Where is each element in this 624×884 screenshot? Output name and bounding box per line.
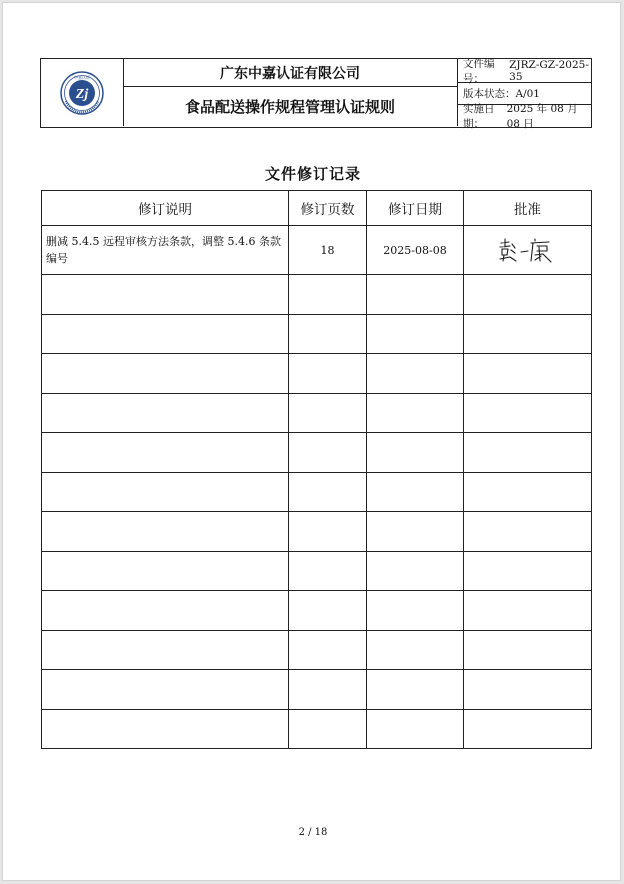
handwritten-signature [495, 235, 561, 265]
revision-description: 删减 5.4.5 远程审核方法条款，调整 5.4.6 条款编号 [42, 226, 289, 275]
table-row [42, 630, 592, 670]
document-header-table [40, 58, 592, 128]
company-logo-icon [60, 71, 104, 115]
effective-date: 2025 年 08 月 08 日 [506, 102, 578, 130]
table-row [42, 393, 592, 433]
version-label: 版本状态： [463, 88, 516, 100]
revision-record-table [41, 190, 592, 749]
table-row [42, 433, 592, 473]
table-row [42, 226, 592, 275]
table-row [42, 472, 592, 512]
document-title: 食品配送操作规程管理认证规则 [123, 86, 458, 126]
table-row [42, 551, 592, 591]
effective-date-label: 实施日期： [463, 102, 495, 130]
company-name: 广东中嘉认证有限公司 [123, 59, 458, 87]
table-row [42, 709, 592, 749]
table-row [42, 512, 592, 552]
logo-cell [41, 59, 124, 126]
doc-number: ZJRZ-GZ-2025-35 [509, 58, 589, 83]
table-row [42, 314, 592, 354]
column-header-approval: 批准 [464, 191, 592, 226]
table-row [42, 591, 592, 631]
version-value: A/01 [515, 87, 540, 100]
revision-date: 2025-08-08 [367, 226, 464, 275]
table-row [42, 354, 592, 394]
doc-number-cell [458, 59, 591, 83]
effective-date-cell [458, 102, 591, 130]
page-number: 2 / 18 [298, 827, 328, 838]
column-header-pages: 修订页数 [289, 191, 367, 226]
doc-number-label: 文件编号： [463, 57, 495, 85]
table-row [42, 275, 592, 315]
revision-pages: 18 [289, 226, 367, 275]
revision-record-title: 文件修订记录 [264, 165, 361, 183]
document-page [2, 2, 621, 881]
approval-signature-cell [464, 226, 592, 275]
column-header-date: 修订日期 [367, 191, 464, 226]
table-header-row [42, 191, 592, 226]
logo-text: 中嘉认证 [74, 75, 90, 80]
table-row [42, 670, 592, 710]
column-header-description: 修订说明 [42, 191, 289, 226]
svg-text:Zj: Zj [75, 87, 89, 102]
